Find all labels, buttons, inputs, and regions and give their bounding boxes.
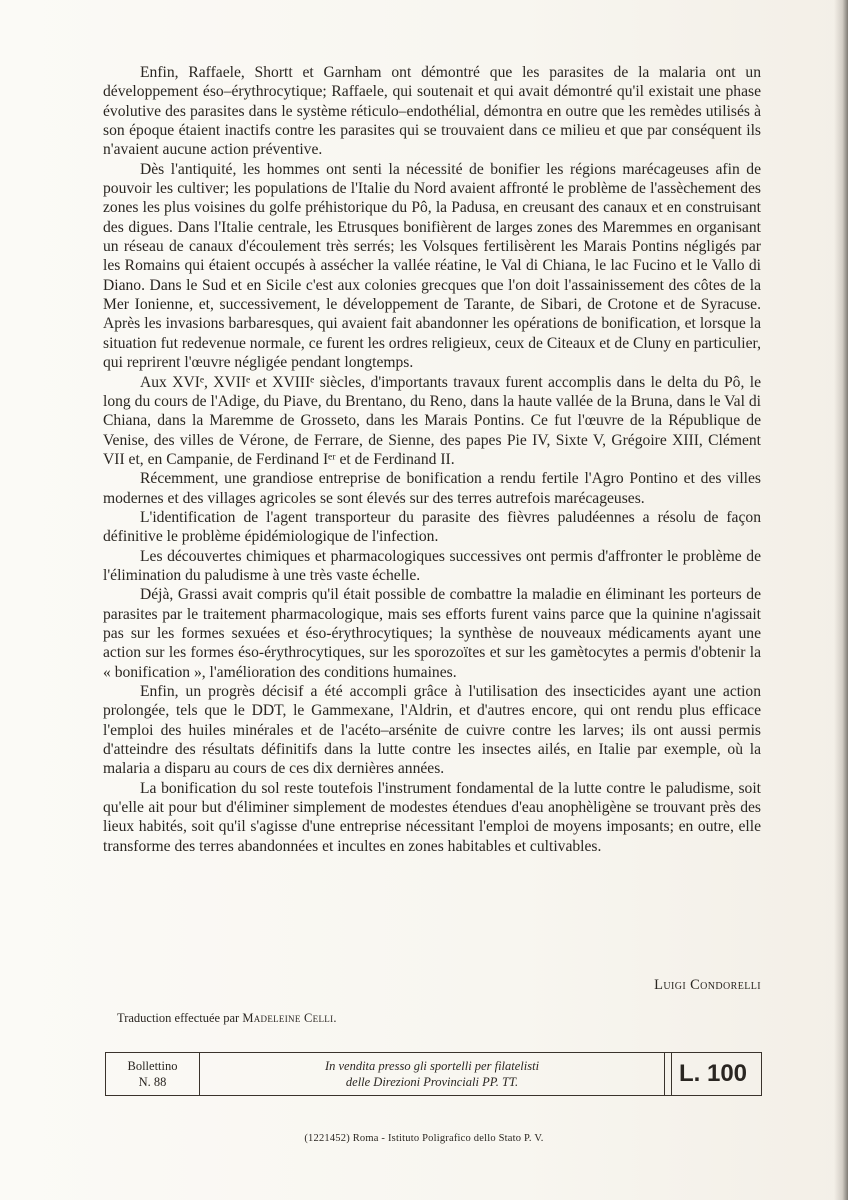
article-body bbox=[103, 63, 761, 856]
paragraph-9: La bonification du sol reste toutefois l'instrument fondamental de la lutte contre le paludisme, soit qu'elle ait pour but d'éliminer simplement de modestes étendues d'eau anophèligène se trouvant près des lieux habités, soit qu'il s'agisse d'une entreprise nécessitant l'emploi de moyens imposants; en outre, elle transforme des terres abandonnées et incultes en zones habitables et cultivables. bbox=[103, 779, 761, 855]
translator-name: Madeleine Celli. bbox=[242, 1011, 337, 1025]
bulletin-number: N. 88 bbox=[138, 1075, 167, 1089]
paragraph-7: Déjà, Grassi avait compris qu'il était possible de combattre la maladie en éliminant les porteurs de parasites par le traitement pharmacologique, mais ses efforts furent vains parce que la quinine n'agissait pas sur les formes sexuées et éso-érythrocytiques; la synthèse de nouveaux médicaments ayant une action sur les formes éso-érythrocytiques, sur les sporozoïtes et sur les gamètocytes a permis d'obtenir la « bonification », l'amélioration des conditions humaines. bbox=[103, 586, 761, 681]
bulletin-footer-box bbox=[105, 1052, 762, 1096]
sale-info-line-2: delle Direzioni Provinciali PP. TT. bbox=[345, 1075, 519, 1089]
author-signature: Luigi Condorelli bbox=[654, 977, 761, 993]
page-edge-shadow bbox=[834, 0, 848, 1200]
translation-prefix: Traduction effectuée par bbox=[117, 1011, 240, 1025]
paragraph-4: Récemment, une grandiose entreprise de bonification a rendu fertile l'Agro Pontino et des villes modernes et des villages agricoles se sont élevés sur des terres autrefois marécageuses. bbox=[103, 470, 761, 507]
translation-credit bbox=[117, 1011, 337, 1026]
bulletin-label: Bollettino bbox=[127, 1059, 178, 1073]
sale-info-cell bbox=[201, 1053, 663, 1095]
paragraph-3: Aux XVIᵉ, XVIIᵉ et XVIIIᵉ siècles, d'importants travaux furent accomplis dans le delta du Pô, le long du cours de l'Adige, du Piave, du Brentano, du Reno, dans la haute vallée de la Bruna, dans le Val di Chiana, dans la Maremme de Grosseto, dans les Marais Pontins. Ce fut l'œuvre de la République de Venise, des villes de Vérone, de Ferrare, de Sienne, des papes Pie IV, Sixte V, Grégoire XIII, Clément VII et, en Campanie, de Ferdinand Iᵉʳ et de Ferdinand II. bbox=[103, 373, 761, 468]
sale-info-line-1: In vendita presso gli sportelli per filatelisti bbox=[324, 1059, 540, 1073]
printer-imprint: (1221452) Roma - Istituto Poligrafico dello Stato P. V. bbox=[304, 1133, 544, 1144]
paragraph-5: L'identification de l'agent transporteur du parasite des fièvres paludéennes a résolu de façon définitive le problème épidémiologique de l'infection. bbox=[103, 508, 761, 546]
paragraph-6: Les découvertes chimiques et pharmacologiques successives ont permis d'affronter le problème de l'élimination du paludisme à une très vaste échelle. bbox=[103, 547, 761, 584]
bulletin-number-cell bbox=[106, 1053, 200, 1095]
paragraph-2: Dès l'antiquité, les hommes ont senti la nécessité de bonifier les régions marécageuses afin de pouvoir les cultiver; les populations de l'Italie du Nord avaient affronté le problème de l'assèchement des zones les plus voisines du golfe préhistorique du Pô, la Padusa, en creusant des canaux et en construisant des digues. Dans l'Italie centrale, les Etrusques bonifièrent de larges zones des Maremmes en organisant un réseau de canaux d'écoulement très serrés; les Volsques fertilisèrent les Marais Pontins négligés par les Romains qui étaient occupés à assécher la vallée réatine, le Val di Chiana, le lac Fucino et le Vallo di Diano. Dans le Sud et en Sicile c'est aux colonies grecques que l'on doit l'assainissement des côtes de la Mer Ionienne, et, successivement, le développement de Tarante, de Sibari, de Crotone et de Syracuse. Après les invasions barbaresques, qui avaient fait abandonner les opérations de bonification, et lorsque la situation fut redevenue normale, ce furent les ordres religieux, ceux de Citeaux et de Cluny en particulier, qui reprirent l'œuvre négligée pendant longtemps. bbox=[103, 160, 761, 372]
price-cell: L. 100 bbox=[664, 1053, 761, 1095]
paragraph-1: Enfin, Raffaele, Shortt et Garnham ont démontré que les parasites de la malaria ont un développement éso–érythrocytique; Raffaele, qui soutenait et qui avait démontré qu'il existait une phase évolutive des parasites dans le système réticulo–endothélial, démontra en outre que les remèdes utilisés à son époque étaient inactifs contre les parasites qui se trouvaient dans ce milieu et que par conséquent ils n'avaient aucune action préventive. bbox=[103, 64, 761, 159]
paragraph-8: Enfin, un progrès décisif a été accompli grâce à l'utilisation des insecticides ayant une action prolongée, tels que le DDT, le Gammexane, l'Aldrin, et d'autres encore, qui ont rendu plus efficace l'emploi des huiles minérales et de l'acéto–arsénite de cuivre contre les larves; ils ont aussi permis d'atteindre des résultats définitifs dans la lutte contre les insectes ailés, en Italie par exemple, où la malaria a disparu au cours de ces dix dernières années. bbox=[103, 683, 761, 778]
